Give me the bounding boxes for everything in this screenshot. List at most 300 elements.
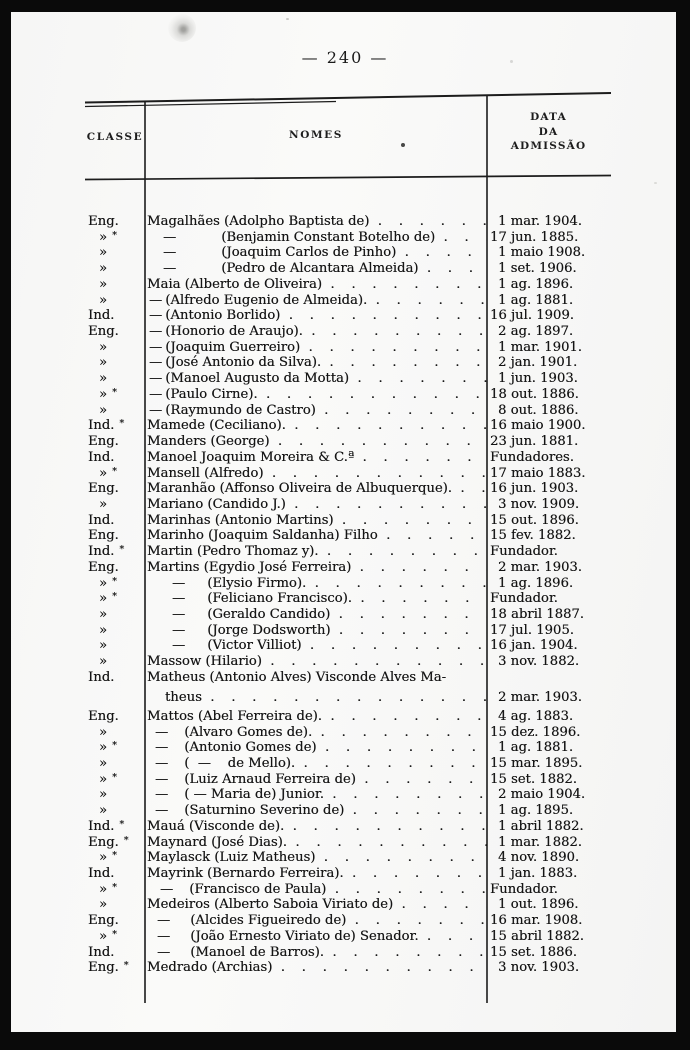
class-cell [85,654,145,670]
table-row [85,772,610,788]
ditto-dash: — [163,261,177,277]
class-label: » [99,654,108,670]
ditto-dash: — [157,928,171,944]
table-row [85,725,610,741]
table-row [85,897,610,913]
class-cell [85,513,145,529]
name-text: Magalhães (Adolpho Baptista de) [147,214,370,229]
name-text: (Alfredo Eugenio de Almeida). [165,292,368,308]
admission-date-cell: 1 ag. 1896. [498,276,574,292]
name-text: Mamede (Ceciliano). [147,418,286,434]
class-cell [85,497,145,513]
class-cell [85,261,145,277]
class-label: Ind. [88,449,115,465]
ditto-dash: — [149,402,163,418]
name-cell [145,756,487,772]
leader-dots [322,709,487,725]
name-text: (Raymundo de Castro) [165,402,316,418]
admission-date-cell: 16 maio 1900. [490,418,586,434]
ditto-dash: — [149,324,163,340]
name-text: Mariano (Candido J.) [147,496,286,512]
admission-date-cell: 15 set. 1882. [490,771,577,787]
name-cell [145,654,487,670]
class-cell [85,481,145,497]
leader-dots [326,882,487,898]
admission-date-cell: Fundador. [490,881,558,897]
admission-date-cell: 16 jan. 1904. [490,638,578,654]
admission-date-cell: 1 ag. 1881. [498,740,574,756]
header-data-line1: DATA [530,111,567,123]
name-text: (Saturnino Severino de) [184,803,345,819]
class-cell [85,882,145,899]
class-label: » [99,261,108,277]
class-cell [85,803,145,819]
class-cell [85,245,145,261]
class-label: Ind. [88,669,115,685]
table-row [85,576,610,592]
founder-star-mark: * [123,834,129,846]
class-cell [85,897,145,913]
ditto-dash: — [163,229,177,245]
name-text: (Manoel de Barros). [190,944,324,960]
name-text: (Joaquim Guerreiro) [165,339,301,355]
table-row [85,835,610,851]
name-cell [145,850,487,866]
leader-dots [393,897,487,913]
class-label: » [99,622,108,638]
ditto-dash: — [160,881,174,897]
leader-dots [303,324,487,340]
founder-star-mark: * [112,881,117,893]
class-label: Eng. [88,913,119,929]
table-row [85,913,610,929]
admission-date-cell: Fundador. [490,544,558,560]
class-label: » [99,606,108,622]
name-cell [145,740,487,756]
class-cell [85,623,145,639]
table-row [85,756,610,772]
class-cell [85,850,145,867]
class-label: » [99,371,108,387]
name-cell [145,277,487,293]
name-text: (Geraldo Candido) [207,606,331,622]
table-row [85,544,610,560]
table-row [85,324,610,340]
name-cell [145,355,487,371]
class-label: » [99,229,108,245]
table-row [85,245,610,261]
admission-date-cell: 3 nov. 1882. [498,654,580,670]
name-cell [145,513,487,529]
class-cell [85,709,145,725]
leader-dots [435,230,487,246]
admission-date-cell: 15 abril 1882. [490,928,584,944]
class-cell [85,387,145,404]
column-header-nomes: NOMES [289,129,343,141]
class-cell [85,308,145,324]
name-cell [145,403,487,419]
leader-dots [258,387,487,403]
class-label: » [99,276,108,292]
name-cell [145,214,487,230]
leader-dots [419,929,487,945]
leader-dots [263,466,487,482]
table-row [85,591,610,607]
class-label: » [99,402,108,418]
header-data-line2: DA [538,125,559,138]
admission-date-cell: 1 ag. 1895. [498,803,574,819]
leader-dots [295,756,487,772]
founder-star-mark: * [112,740,117,752]
founder-star-mark: * [112,229,117,241]
leader-dots [324,787,487,803]
name-cell [145,623,487,639]
class-label: » [99,771,108,787]
name-cell [145,929,487,945]
admission-date-cell: 3 nov. 1903. [498,960,580,976]
name-text: Marinho (Joaquim Saldanha) Filho [147,528,378,544]
admission-date-cell: 17 jul. 1905. [490,622,574,638]
leader-dots [321,355,487,371]
name-cell [145,638,487,654]
class-label: Eng. [88,434,119,450]
founder-star-mark: * [112,850,117,862]
ditto-dash: — [172,638,186,654]
name-text: Marinhas (Antonio Martins) [147,512,334,528]
name-cell [145,772,487,788]
name-cell [145,725,487,741]
name-text: Medeiros (Alberto Saboia Viriato de) [147,897,394,913]
member-table-body [85,214,610,976]
name-cell [145,709,487,725]
table-row [85,277,610,293]
class-label: Ind. [88,544,115,560]
column-header-data-admissao [487,110,610,154]
header-data-line3: ADMISSÃO [510,140,587,152]
name-text: Martin (Pedro Thomaz y). [147,544,319,560]
class-label: Ind. [88,865,115,881]
leader-dots [322,277,487,293]
leader-dots [369,214,487,230]
table-row [85,418,610,434]
leader-dots [346,913,487,929]
leader-dots [354,450,487,466]
class-label: » [99,638,108,654]
admission-date-cell: 4 ag. 1883. [498,708,574,724]
admission-date-cell: 8 out. 1886. [498,402,579,418]
name-cell [145,819,487,835]
leader-dots [287,835,487,851]
table-row [85,607,610,623]
admission-date-cell: 1 ag. 1896. [498,575,574,591]
name-text: Manoel Joaquim Moreira & C.ª [147,449,355,465]
name-cell [145,960,487,976]
admission-date-cell: 1 ag. 1881. [498,292,574,308]
table-row [85,882,610,898]
name-text: theus [165,690,202,706]
name-cell [145,450,487,466]
ditto-dash: — [149,386,163,402]
table-row [85,481,610,497]
name-text: (Paulo Cirne). [165,386,258,402]
name-cell [145,418,487,434]
class-cell [85,960,145,977]
class-cell [85,638,145,654]
class-cell [85,466,145,483]
ditto-dash: — [172,622,186,638]
leader-dots [300,340,487,356]
name-cell [145,835,487,851]
name-cell [145,576,487,592]
class-cell [85,340,145,356]
admission-date-cell: 2 jan. 1901. [498,355,578,371]
class-label: » [99,575,108,591]
class-label: » [99,897,108,913]
class-cell [85,740,145,757]
admission-date-cell: 1 jan. 1883. [498,865,578,881]
leader-dots [351,560,487,576]
class-label: » [99,803,108,819]
table-row [85,929,610,945]
admission-date-cell: Fundadores. [490,449,574,465]
table-row [85,230,610,246]
name-text: (João Ernesto Viriato de) Senador. [190,928,419,944]
class-cell [85,929,145,946]
admission-date-cell: 18 abril 1887. [490,606,584,622]
class-label: Ind. [88,512,115,528]
class-label: » [99,881,108,897]
name-cell [145,481,487,497]
table-row [85,528,610,544]
name-text: ( — Maria de) Junior. [184,787,324,803]
class-label: » [99,724,108,740]
table-row [85,450,610,466]
name-text: Maynard (José Dias). [147,834,288,850]
leader-dots [280,308,487,324]
admission-date-cell: 15 out. 1896. [490,512,579,528]
leader-dots [324,945,487,961]
ditto-dash: — [149,371,163,387]
founder-star-mark: * [112,386,117,398]
class-label: Eng. [88,528,119,544]
name-cell [145,293,487,309]
admission-date-cell: 23 jun. 1881. [490,434,579,450]
name-text: (Honorio de Araujo). [165,324,303,340]
ditto-dash: — [155,740,169,756]
admission-date-cell: 1 out. 1896. [498,897,579,913]
table-row [85,371,610,387]
ditto-dash: — [163,245,177,261]
table-row [85,945,610,961]
name-text: (Feliciano Francisco). [207,591,352,607]
name-text: (Pedro de Alcantara Almeida) [221,261,419,277]
admission-date-cell: 2 mar. 1903. [498,559,582,575]
founder-star-mark: * [119,544,125,556]
table-row [85,866,610,882]
name-text: (Manoel Augusto da Motta) [165,371,350,387]
name-text: (Elysio Firmo). [207,575,307,591]
name-cell [145,787,487,803]
leader-dots [316,403,487,419]
name-text: (Alcides Figueiredo de) [190,913,347,929]
founder-star-mark: * [119,418,125,430]
class-cell [85,230,145,247]
admission-date-cell: 15 set. 1886. [490,944,577,960]
founder-star-mark: * [112,465,117,477]
ditto-dash: — [155,787,169,803]
name-text: (José Antonio da Silva). [165,355,322,371]
class-label: Ind. [88,818,115,834]
class-label: » [99,496,108,512]
admission-date-cell: 2 maio 1904. [498,787,586,803]
page-number: — 240 — [301,48,389,67]
class-label: Eng. [88,559,119,575]
class-label: Ind. [88,418,115,434]
class-cell [85,277,145,293]
admission-date-cell: 1 mar. 1904. [498,214,582,229]
name-cell [145,230,487,246]
class-label: Eng. [88,481,119,497]
class-label: » [99,465,108,481]
table-row [85,623,610,639]
ditto-dash: — [149,339,163,355]
class-label: Eng. [88,960,119,976]
admission-date-cell: 16 mar. 1908. [490,913,583,929]
class-cell [85,324,145,340]
class-label: » [99,740,108,756]
class-label: » [99,245,108,261]
leader-dots [356,772,487,788]
class-label: Eng. [88,834,119,850]
class-cell [85,293,145,309]
class-label: » [99,355,108,371]
class-cell [85,607,145,623]
admission-date-cell: 17 maio 1883. [490,465,586,481]
class-cell [85,591,145,608]
name-text: Medrado (Archias) [147,960,273,976]
name-cell [145,913,487,929]
leader-dots [312,725,487,741]
name-cell [145,897,487,913]
admission-date-cell: 4 nov. 1890. [498,850,580,866]
class-label: Eng. [88,324,119,340]
name-cell [145,371,487,387]
admission-date-cell: Fundador. [490,591,558,607]
founder-star-mark: * [119,818,125,830]
name-cell [145,803,487,819]
ditto-dash: — [149,355,163,371]
table-row [85,850,610,866]
name-cell [145,544,487,560]
class-cell [85,544,145,561]
founder-star-mark: * [112,591,117,603]
leader-dots [396,245,487,261]
class-cell [85,528,145,544]
class-cell [85,403,145,419]
name-text: Manders (George) [147,434,270,450]
leader-dots [452,481,487,497]
leader-dots [202,690,487,706]
table-row [85,340,610,356]
name-cell [145,690,487,706]
name-cell [145,245,487,261]
name-cell [145,308,487,324]
admission-date-cell: 1 mar. 1882. [498,834,582,850]
class-label: » [99,292,108,308]
table-row [85,670,610,686]
name-text: (Victor Villiot) [207,638,302,654]
table-row [85,261,610,277]
name-cell [145,882,487,898]
ditto-dash: — [157,944,171,960]
table-row [85,513,610,529]
leader-dots [418,261,487,277]
class-label: » [99,386,108,402]
name-text: Maylasck (Luiz Matheus) [147,850,316,866]
founder-star-mark: * [123,960,129,972]
name-text: Mauá (Visconde de). [147,818,285,834]
name-cell [145,670,487,686]
name-cell [145,466,487,482]
class-cell [85,772,145,789]
table-row [85,355,610,371]
class-label: » [99,928,108,944]
leader-dots [330,607,487,623]
class-cell [85,670,145,686]
admission-date-cell: 16 jul. 1909. [490,308,574,324]
class-label: » [99,339,108,355]
founder-star-mark: * [112,771,117,783]
founder-star-mark: * [112,575,117,587]
class-cell [85,819,145,836]
class-label: Eng. [88,214,119,229]
admission-date-cell: 1 abril 1882. [498,818,584,834]
name-text: Martins (Egydio José Ferreira) [147,559,352,575]
founder-star-mark: * [112,928,117,940]
leader-dots [284,819,487,835]
name-text: Mayrink (Bernardo Ferreira). [147,865,344,881]
class-cell [85,355,145,371]
table-row [85,308,610,324]
class-cell [85,434,145,450]
ditto-dash: — [172,591,186,607]
name-text: ( — de Mello). [184,755,296,771]
name-cell [145,324,487,340]
leader-dots [349,371,487,387]
name-text: (Antonio Borlido) [165,308,281,324]
ditto-dash: — [155,755,169,771]
table-row [85,403,610,419]
admission-date-cell: 1 mar. 1901. [498,339,582,355]
column-header-classe: CLASSE [86,131,144,143]
name-text: Matheus (Antonio Alves) Visconde Alves Ma- [147,669,447,685]
name-cell [145,497,487,513]
name-text: Mansell (Alfredo) [147,465,264,481]
ditto-dash: — [157,913,171,929]
admission-date-cell: 18 out. 1886. [490,386,579,402]
table-row [85,803,610,819]
leader-dots [344,866,487,882]
admission-date-cell: 16 jun. 1903. [490,481,579,497]
table-row [85,497,610,513]
name-text: (Alvaro Gomes de). [184,724,313,740]
ditto-dash: — [155,803,169,819]
class-label: Ind. [88,944,115,960]
name-text: (Francisco de Paula) [189,881,327,897]
ditto-dash: — [149,292,163,308]
admission-date-cell: 3 nov. 1909. [498,496,580,512]
table-row [85,690,610,706]
